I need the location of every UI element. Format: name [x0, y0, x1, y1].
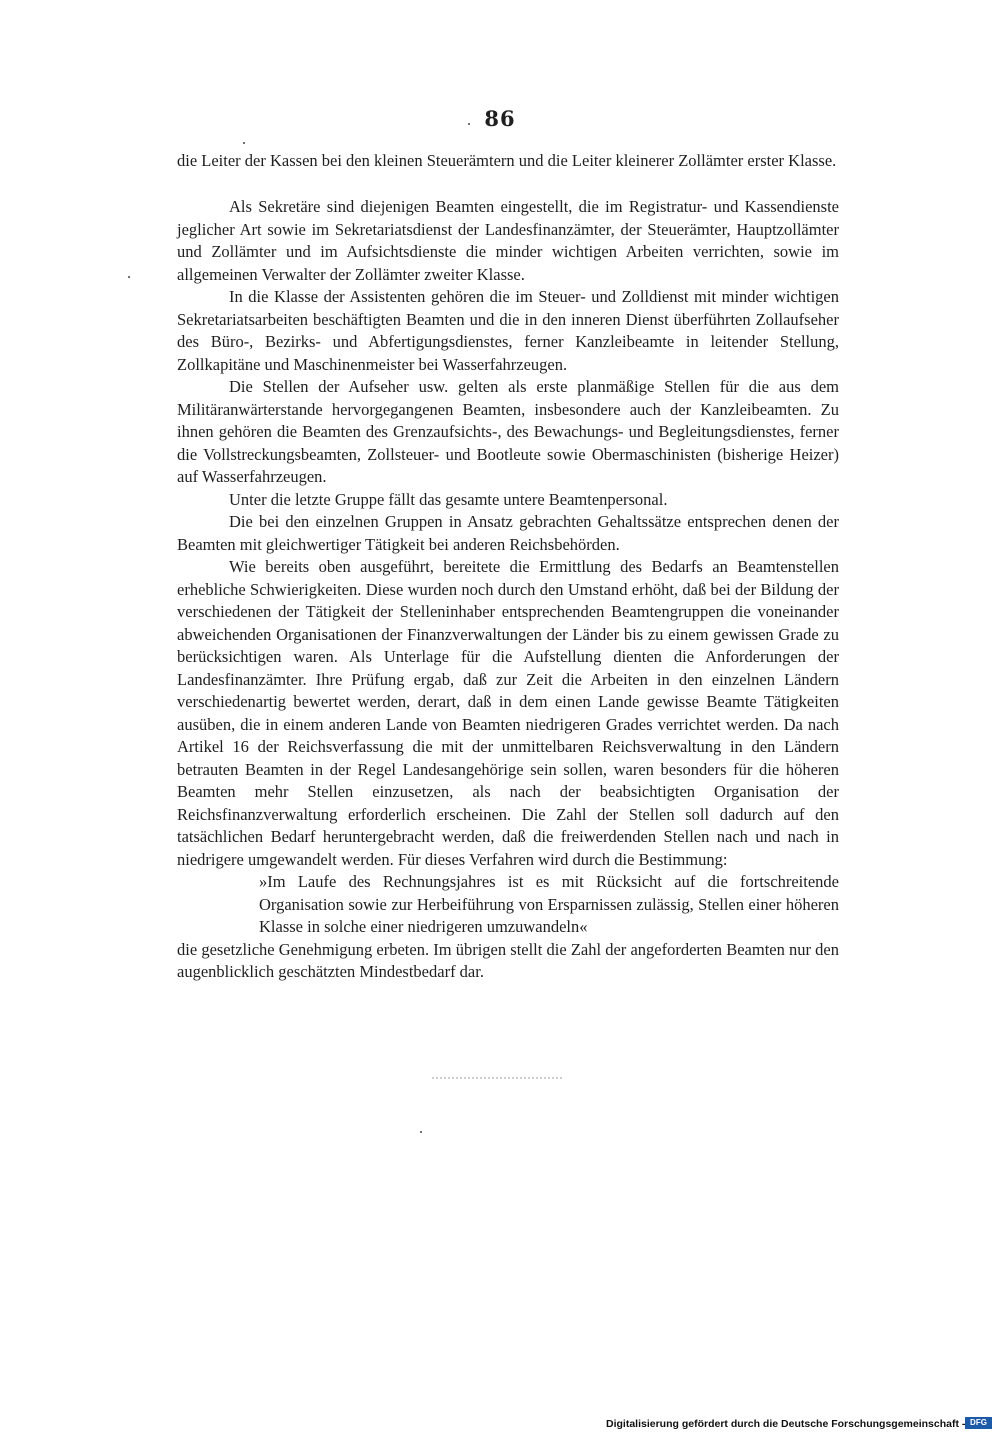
paragraph-aufseher: Die Stellen der Aufseher usw. gelten als erste planmäßige Stellen für die aus dem Militäranwärterstande hervorgegangenen Beamten, insbesondere auch der Kanzleibeamten. Zu ihnen gehören die Beamten des Grenzaufsichts-, des Bewachungs- und Begleitungsdienstes, ferner die Vollstreckungsbeamten, Zollsteuer- und Bootleute sowie Obermaschinisten (bisherige Heizer) auf Wasserfahrzeugen.	[177, 377, 839, 486]
paragraph-gehaltssaetze: Die bei den einzelnen Gruppen in Ansatz gebrachten Gehaltssätze entsprechen denen der Beamten mit gleichwertiger Tätigkeit bei anderen Reichsbehörden.	[177, 512, 839, 554]
block-quote: »Im Laufe des Rechnungsjahres ist es mit Rücksicht auf die fortschreitende Organisation sowie zur Herbeiführung von Ersparnissen zulässig, Stellen einer höheren Klasse in solche einer niedrigeren umzuwandeln«	[259, 872, 839, 936]
scan-smudge	[432, 1077, 562, 1082]
paragraph-ermittlung: Wie bereits oben ausgeführt, bereitete die Ermittlung des Bedarfs an Beamtenstellen erhebliche Schwierigkeiten. Diese wurden noch durch den Umstand erhöht, daß bei der Bildung der verschiedenen der Tätigkeit der Stelleninhaber entsprechenden Beamtengruppen die voneinander abweichenden Organisationen der Finanzverwaltungen der Länder bis zu einem gewissen Grade zu berücksichtigen waren. Als Unterlage für die Aufstellung dienten die Anforderungen der Landesfinanzämter. Ihre Prüfung ergab, daß zur Zeit die Arbeiten in den einzelnen Ländern verschiedenartig bewertet werden, derart, daß in dem einen Lande gewisse Beamte Tätigkeiten ausüben, die in einem anderen Lande von Beamten niedrigeren Grades verrichtet werden. Da nach Artikel 16 der Reichsverfassung die mit der unmittelbaren Reichsverwaltung in den Ländern betrauten Beamten in der Regel Landesangehörige sein sollen, waren besonders für die höheren Beamten mehr Stellen einzusetzen, als nach der beabsichtigten Organisation der Reichsfinanzverwaltung erforderlich erscheinen. Die Zahl der Stellen soll dadurch auf den tatsächlichen Bedarf heruntergebracht werden, daß die freiwerdenden Stellen nach und nach in niedrigere umgewandelt werden. Für dieses Verfahren wird durch die Bestimmung:	[177, 557, 839, 869]
digitization-credit: Digitalisierung gefördert durch die Deutsche Forschungsgemeinschaft -	[606, 1418, 966, 1430]
scan-speck	[468, 123, 470, 125]
paragraph-letzte-gruppe: Unter die letzte Gruppe fällt das gesamte untere Beamtenpersonal.	[229, 489, 668, 509]
text-block-intro	[177, 150, 839, 173]
paragraph-assistenten: In die Klasse der Assistenten gehören die im Steuer- und Zolldienst mit minder wichtigen Sekretariatsarbeiten beschäftigten Beamten und die in den inneren Dienst überführten Zollaufseher des Büro-, Bezirks- und Abfertigungsdienstes, ferner Kanzleibeamte in leitender Stellung, Zollkapitäne und Maschinenmeister bei Wasserfahrzeugen.	[177, 287, 839, 374]
scan-speck	[420, 1131, 422, 1133]
text-block-main	[177, 196, 839, 984]
scan-speck	[243, 142, 245, 144]
paragraph-continuation: die Leiter der Kassen bei den kleinen Steuerämtern und die Leiter kleinerer Zollämter erster Klasse.	[177, 151, 837, 170]
scan-speck	[128, 276, 130, 278]
dfg-logo: DFG	[965, 1417, 992, 1429]
paragraph-closing: die gesetzliche Genehmigung erbeten. Im übrigen stellt die Zahl der angeforderten Beamten nur den augenblicklich geschätzten Mindestbedarf dar.	[177, 939, 839, 981]
page-number: 86	[484, 106, 516, 131]
paragraph-sekretaere: Als Sekretäre sind diejenigen Beamten eingestellt, die im Registratur- und Kassendienste jeglicher Art sowie im Sekretariatsdienst der Landesfinanzämter, der Steuerämter, Hauptzollämter und Zollämter und im Aufsichtsdienste die minder wichtigen Arbeiten verrichten, sowie im allgemeinen Verwalter der Zollämter zweiter Klasse.	[177, 197, 839, 284]
